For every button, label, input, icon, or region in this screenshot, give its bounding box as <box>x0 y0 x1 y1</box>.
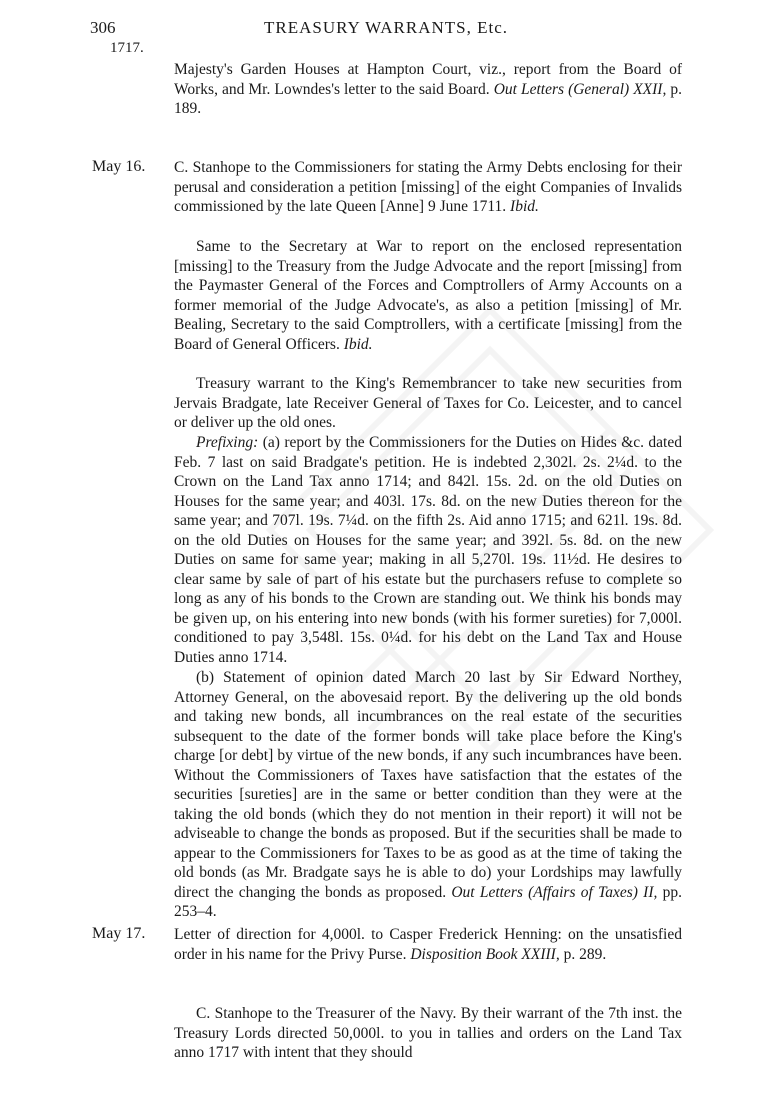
entry-text: (b) Statement of opinion dated March 20 last by Sir Edward Northey, Attorney General, on the abovesaid report. By the delivering up the old bonds and taking new bonds, all incumbrances on the real estate of the securities subsequent to the date of the former bonds will take place before the King's charge [or debt] by virtue of the new bonds, if any such incumbrances have been. Without the Commissioners of Taxes have satisfaction that the estates of the securities [sureties] are in the same or better condition than they were at the taking the old bonds (which they do not mention in their report) it will not be adviseable to change the bonds as proposed. But if the securities shall be made to appear to the Commissioners for Taxes to be as good as at the time of taking the old bonds (as Mr. Bradgate says he is able to do) your Lordships may lawfully direct the changing the bonds as proposed. <box>174 669 682 901</box>
entry-text: p. 189. <box>174 80 682 117</box>
source-citation: Out Letters (Affairs of Taxes) II, <box>451 883 658 901</box>
prefix-label: Prefixing: <box>196 434 259 451</box>
entry-text: pp. 253–4. <box>174 883 682 920</box>
entry-text: Same to the Secretary at War to report on the enclosed representation [missing] to the Treasury from the Judge Advocate and the report [missing] from the Paymaster General of the Forces and Comptrollers of Army Accounts on a former memorial of the Judge Advocate's, as also a petition [missing] of Mr. Bealing, Secretary to the said Comptrollers, with a certificate [missing] from the Board of General Officers. <box>174 238 682 353</box>
margin-date: May 16. <box>92 158 146 175</box>
source-citation: Ibid. <box>510 198 539 215</box>
entry-paragraph <box>174 60 682 119</box>
source-citation: Ibid. <box>343 335 373 353</box>
margin-year: 1717. <box>110 40 144 56</box>
entry-text: Treasury warrant to the King's Remembrancer to take new securities from Jervais Bradgate, late Receiver General of Taxes for Co. Leicester, and to cancel or deliver up the old ones. <box>174 375 682 431</box>
entry-paragraph <box>174 668 682 922</box>
entry-text: (a) report by the Commissioners for the Duties on Hides &c. dated Feb. 7 last on said Bradgate's petition. He is indebted 2,302l. 2s. 2¼d. to the Crown on the Land Tax anno 1714; and 842l. 15s. 2d. on the old Duties on Houses for the same year; and 403l. 17s. 8d. on the new Duties thereon for the same year; and 707l. 19s. 7¼d. on the fifth 2s. Aid anno 1715; and 621l. 19s. 8d. on the old Duties on Houses for the same year; and 392l. 5s. 8d. on the new Duties on same for same year; making in all 5,270l. 19s. 11½d. He desires to clear same by sale of part of his estate but the purchasers refuse to complete so long as any of his bonds to the Crown are standing out. We think his bonds may be given up, on his entering into new bonds (with his former sureties) for 7,000l. conditioned to pay 3,548l. 15s. 0¼d. for his debt on the Land Tax and House Duties anno 1714. <box>174 434 682 666</box>
entry-paragraph <box>174 374 682 433</box>
entry-paragraph <box>174 237 682 354</box>
entry-paragraph <box>174 925 682 964</box>
page-number: 306 <box>90 18 116 37</box>
entry-paragraph <box>174 1004 682 1063</box>
margin-date: May 17. <box>92 925 146 942</box>
entry-text: Letter of direction for 4,000l. to Casper Frederick Henning: on the unsatisfied order in his name for the Privy Purse. <box>174 926 682 963</box>
entry-text: p. 289. <box>559 945 607 963</box>
entry-paragraph <box>174 433 682 667</box>
entry-paragraph <box>174 158 682 217</box>
entry-text: Majesty's Garden Houses at Hampton Court, viz., report from the Board of Works, and Mr. Lowndes's letter to the said Board. <box>174 61 682 98</box>
entry-text: C. Stanhope to the Commissioners for stating the Army Debts enclosing for their perusal and consideration a petition [missing] of the eight Companies of Invalids commissioned by the late Queen [Anne] 9 June 1711. <box>174 159 682 215</box>
entry-text: C. Stanhope to the Treasurer of the Navy. By their warrant of the 7th inst. the Treasury Lords directed 50,000l. to you in tallies and orders on the Land Tax anno 1717 with intent that they should <box>174 1005 682 1061</box>
source-citation: Disposition Book XXIII, <box>410 945 560 963</box>
source-citation: Out Letters (General) XXII, <box>493 80 667 98</box>
running-title: TREASURY WARRANTS, Etc. <box>263 18 509 37</box>
